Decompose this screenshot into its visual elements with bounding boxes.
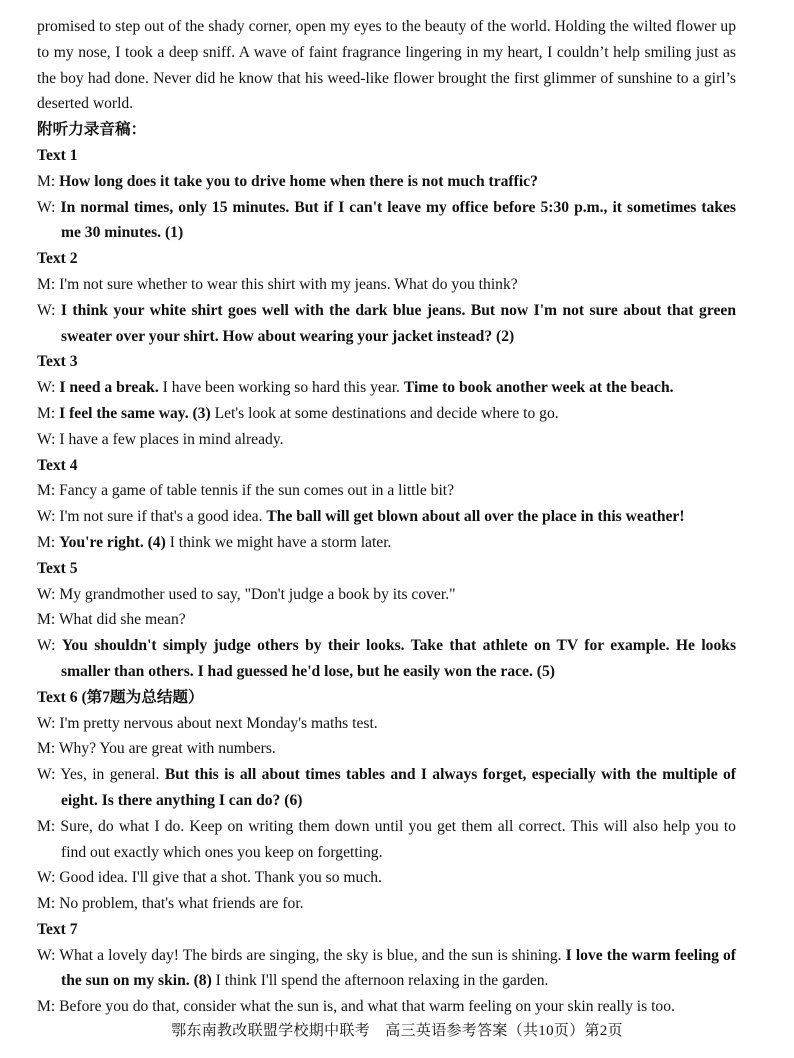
answer-key-text: You shouldn't simply judge others by their looks. Take that athlete on TV for example. He looks smaller than others. I had guessed he'd lose, but he easily won the race. (5) xyxy=(61,637,737,680)
speaker-label: W: xyxy=(37,430,60,448)
dialogue-turn xyxy=(37,943,736,995)
dialogue-text: No problem, that's what friends are for. xyxy=(59,895,304,913)
dialogue-turn xyxy=(37,711,736,737)
dialogue-turn xyxy=(37,195,736,247)
dialogue-turn xyxy=(37,607,736,633)
dialogue-turn xyxy=(37,478,736,504)
dialogue-text: Fancy a game of table tennis if the sun comes out in a little bit? xyxy=(59,482,455,500)
dialogue-turn xyxy=(37,762,736,814)
speaker-label: W: xyxy=(37,585,60,603)
answer-key-text: I need a break. xyxy=(59,379,159,397)
speaker-label: W: xyxy=(37,637,62,655)
dialogue-turn xyxy=(37,582,736,608)
dialogue-turn xyxy=(37,865,736,891)
dialogue-turn xyxy=(37,504,736,530)
dialogue-turn xyxy=(37,530,736,556)
dialogue-text: Good idea. I'll give that a shot. Thank you so much. xyxy=(59,869,382,887)
page-footer: 鄂东南教改联盟学校期中联考 高三英语参考答案（共10页）第2页 xyxy=(171,1023,623,1039)
dialogue-turn xyxy=(37,375,736,401)
speaker-label: W: xyxy=(37,766,61,784)
speaker-label: M: xyxy=(37,998,60,1016)
speaker-label: M: xyxy=(37,895,60,913)
speaker-label: M: xyxy=(37,817,61,835)
intro-paragraph: promised to step out of the shady corner, open my eyes to the beauty of the world. Holding the wilted flower up to my nose, I took a deep sniff. A wave of faint fragrance lingering in my heart, I couldn’t help smiling just as the boy had done. Never did he know that his weed-like flower brought the first glimmer of sunshine to a girl’s deserted world. xyxy=(37,18,736,113)
dialogue-turn xyxy=(37,736,736,762)
dialogue-text: Sure, do what I do. Keep on writing them down until you get them all correct. This will also help you to find out exactly which ones you keep on forgetting. xyxy=(60,817,736,861)
speaker-label: M: xyxy=(37,404,60,422)
speaker-label: M: xyxy=(37,533,60,551)
dialogue-turn xyxy=(37,891,736,917)
dialogue-turn xyxy=(37,814,736,866)
answer-key-text: But this is all about times tables and I always forget, especially with the multiple of eight. Is there anything I can do? (6) xyxy=(61,766,736,809)
dialogue-turn xyxy=(37,633,736,685)
speaker-label: M: xyxy=(37,275,60,293)
dialogue-text: Why? You are great with numbers. xyxy=(58,740,276,758)
speaker-label: M: xyxy=(37,172,60,190)
speaker-label: W: xyxy=(37,198,61,216)
speaker-label: W: xyxy=(37,946,60,964)
answer-key-text: You're right. (4) xyxy=(59,533,166,551)
listening-transcript xyxy=(37,143,736,1020)
speaker-label: W: xyxy=(37,714,60,732)
dialogue-text: I'm pretty nervous about next Monday's maths test. xyxy=(59,714,378,732)
dialogue-text: What did she mean? xyxy=(58,611,186,629)
speaker-label: W: xyxy=(37,301,61,319)
speaker-label: M: xyxy=(37,611,59,629)
dialogue-text: I have been working so hard this year. xyxy=(158,379,404,397)
dialogue-turn xyxy=(37,427,736,453)
section-title: 附听力录音稿： xyxy=(37,121,147,139)
answer-key-text: I think your white shirt goes well with the dark blue jeans. But now I'm not sure about that green sweater over your shirt. How about wearing your jacket instead? (2) xyxy=(60,301,736,345)
text-heading: Text 1 xyxy=(37,146,78,164)
dialogue-turn xyxy=(37,298,736,350)
dialogue-turn xyxy=(37,401,736,427)
dialogue-turn xyxy=(37,272,736,298)
answer-key-text: I love the warm feeling of the sun on my skin. (8) xyxy=(61,946,736,990)
dialogue-text: I'm not sure if that's a good idea. xyxy=(59,508,267,526)
answer-key-text: Time to book another week at the beach. xyxy=(403,379,674,397)
speaker-label: W: xyxy=(37,508,60,526)
dialogue-turn xyxy=(37,994,736,1020)
dialogue-text: Before you do that, consider what the sun is, and what that warm feeling on your skin really is too. xyxy=(59,998,675,1016)
dialogue-text: I think we might have a storm later. xyxy=(165,533,392,551)
text-heading: Text 7 xyxy=(37,920,78,938)
speaker-label: W: xyxy=(37,379,60,397)
text-heading: Text 5 xyxy=(37,559,78,577)
speaker-label: W: xyxy=(37,869,60,887)
dialogue-text: Yes, in general. xyxy=(60,766,165,784)
speaker-label: M: xyxy=(37,740,59,758)
dialogue-text: Let's look at some destinations and decide where to go. xyxy=(210,404,559,422)
text-heading: Text 4 xyxy=(37,456,78,474)
text-heading: Text 6 (第7题为总结题） xyxy=(37,688,204,706)
answer-key-text: In normal times, only 15 minutes. But if I can't leave my office before 5:30 p.m., it sometimes takes me 30 minutes. (1) xyxy=(60,198,737,242)
dialogue-text: I have a few places in mind already. xyxy=(59,430,284,448)
text-heading: Text 2 xyxy=(37,250,78,268)
answer-key-text: I feel the same way. (3) xyxy=(59,404,211,422)
dialogue-turn xyxy=(37,169,736,195)
text-heading: Text 3 xyxy=(37,353,78,371)
dialogue-text: My grandmother used to say, "Don't judge a book by its cover." xyxy=(59,585,456,603)
answer-key-text: How long does it take you to drive home when there is not much traffic? xyxy=(59,172,538,190)
answer-key-text: The ball will get blown about all over the place in this weather! xyxy=(266,508,685,526)
dialogue-text: I'm not sure whether to wear this shirt with my jeans. What do you think? xyxy=(59,275,518,293)
speaker-label: M: xyxy=(37,482,60,500)
dialogue-text: I think I'll spend the afternoon relaxing in the garden. xyxy=(211,972,549,990)
dialogue-text: What a lovely day! The birds are singing, the sky is blue, and the sun is shining. xyxy=(59,946,566,964)
